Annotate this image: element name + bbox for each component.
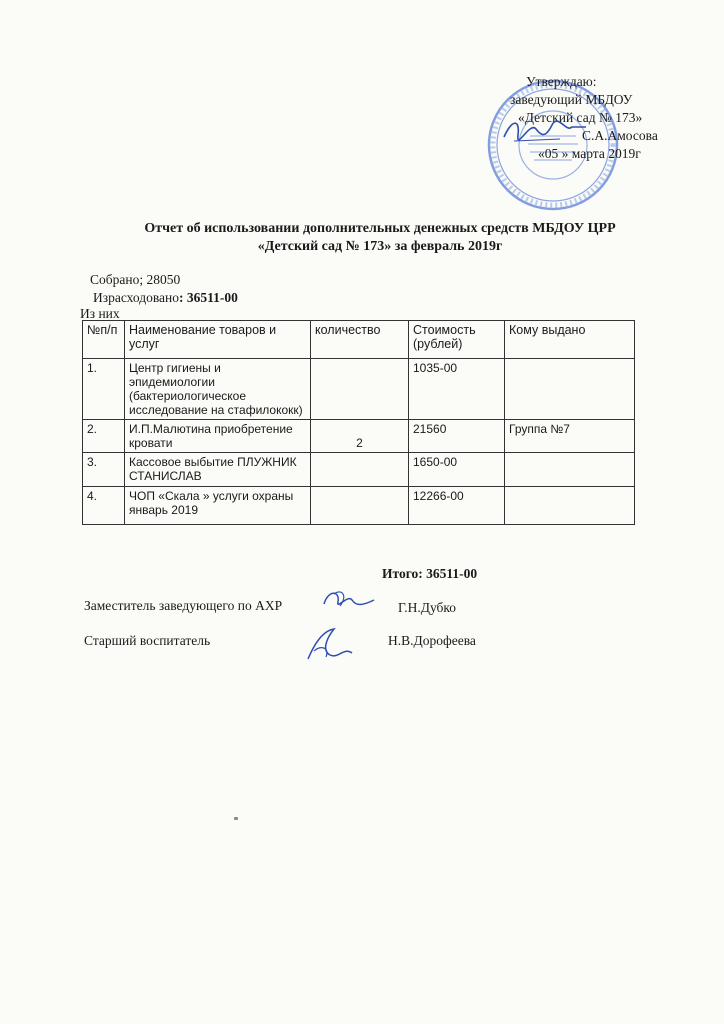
row-recipient: Группа №7 [505, 420, 635, 453]
row-number: 1. [83, 359, 125, 420]
title-line-1: Отчет об использовании дополнительных денежных средств МБДОУ ЦРР [144, 221, 616, 236]
signer-2-name: Н.В.Дорофеева [388, 633, 476, 648]
row-name: Кассовое выбытие ПЛУЖНИК СТАНИСЛАВ [125, 453, 311, 487]
spent-value: : 36511-00 [179, 290, 238, 305]
approval-heading: Утверждаю: [526, 74, 597, 89]
table-row [83, 359, 635, 420]
row-cost: 21560 [409, 420, 505, 453]
total-amount: Итого: 36511-00 [382, 566, 478, 581]
signature-1-icon [318, 586, 378, 616]
row-cost: 1035-00 [409, 359, 505, 420]
paper-speck [234, 817, 238, 820]
row-quantity [311, 487, 409, 525]
head-signature-icon [500, 115, 590, 145]
row-name: И.П.Малютина приобретение кровати [125, 420, 311, 453]
spent-amount [93, 289, 238, 306]
signer-1-name: Г.Н.Дубко [398, 600, 457, 615]
table-header-row [83, 321, 635, 359]
row-quantity: 2 [311, 420, 409, 453]
row-number: 3. [83, 453, 125, 487]
header-cost: Стоимость (рублей) [409, 321, 505, 359]
row-recipient [505, 487, 635, 525]
table-row [83, 487, 635, 525]
approval-name: С.А.Амосова [582, 128, 658, 143]
row-recipient [505, 453, 635, 487]
spent-label: Израсходовано [93, 290, 180, 305]
table-row [83, 420, 635, 453]
header-recipient: Кому выдано [505, 321, 635, 359]
collected-amount: Собрано; 28050 [90, 272, 181, 287]
row-number: 4. [83, 487, 125, 525]
signer-1-role: Заместитель заведующего по АХР [84, 598, 283, 613]
row-cost: 12266-00 [409, 487, 505, 525]
report-title [60, 220, 700, 256]
row-name: Центр гигиены и эпидемиологии (бактериологическое исследование на стафилококк) [125, 359, 311, 420]
row-cost: 1650-00 [409, 453, 505, 487]
row-number: 2. [83, 420, 125, 453]
row-quantity [311, 359, 409, 420]
expenses-table [82, 320, 635, 525]
signer-2-role: Старший воспитатель [84, 633, 211, 648]
header-quantity: количество [311, 321, 409, 359]
approval-position: заведующий МБДОУ [510, 92, 633, 107]
approval-date: «05 » марта 2019г [538, 146, 641, 161]
table-row [83, 453, 635, 487]
row-recipient [505, 359, 635, 420]
row-quantity [311, 453, 409, 487]
header-name: Наименование товаров и услуг [125, 321, 311, 359]
of-which-label: Из них [80, 306, 120, 321]
header-number: №п/п [83, 321, 125, 359]
row-name: ЧОП «Скала » услуги охраны январь 2019 [125, 487, 311, 525]
title-line-2: «Детский сад № 173» за февраль 2019г [257, 239, 503, 254]
approval-organization: «Детский сад № 173» [518, 110, 643, 125]
signature-2-icon [300, 625, 360, 665]
